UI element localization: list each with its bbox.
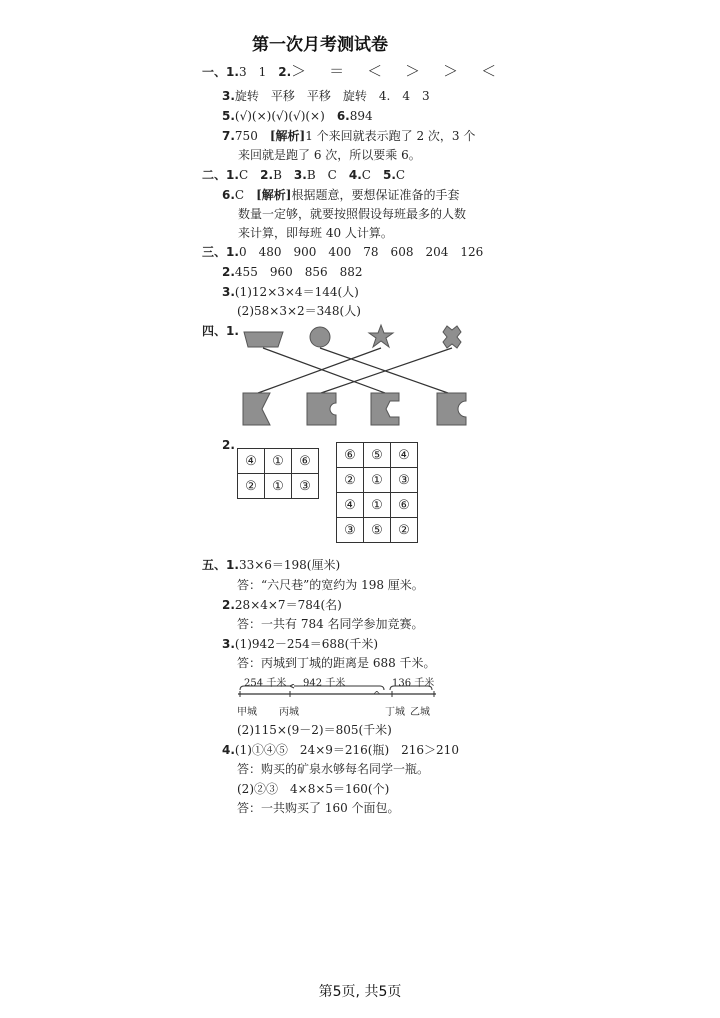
- city-label-jia: 甲城: [237, 707, 257, 718]
- sec5-q4-answer2: 答：一共购买了 160 个面包。: [237, 801, 400, 815]
- match-line: [263, 348, 385, 393]
- shape-matching-figure: [0, 0, 720, 440]
- grid-cell: ⑥: [391, 493, 418, 518]
- star-shape: [369, 325, 393, 347]
- sec2-q6-line: 6.C [解析]根据题意，要想保证准备的手套: [222, 188, 460, 202]
- cut-block-trapezoid: [243, 393, 270, 425]
- section-label: 二、: [202, 168, 227, 182]
- grid-cell: ⑤: [364, 443, 391, 468]
- dice-grid-large: [336, 442, 418, 543]
- cross-shape: [443, 326, 461, 348]
- distance-line-diagram: [230, 684, 450, 704]
- grid-cell: ⑤: [364, 518, 391, 543]
- sec1-q1-2-line: 一、1.3 1 2.＞ ＝ ＜ ＞ ＞ ＜: [202, 62, 501, 80]
- cut-block-circle: [307, 393, 336, 425]
- sec5-q4-line: 4.(1)①④⑤ 24×9＝216(瓶) 216＞210: [222, 743, 459, 757]
- grid-cell: ③: [391, 468, 418, 493]
- section-label: 三、: [202, 245, 227, 259]
- distance-label-942: 942 千米: [303, 678, 346, 689]
- grid-cell: ①: [265, 474, 292, 499]
- sec2-q6-line3: 来计算，即每班 40 人计算。: [238, 226, 393, 240]
- city-label-ding: 丁城: [385, 707, 405, 718]
- sec5-q2-answer: 答：一共有 784 名同学参加竞赛。: [237, 617, 424, 631]
- distance-label-136: 136 千米: [392, 678, 435, 689]
- match-line: [258, 348, 381, 393]
- trapezoid-shape: [244, 332, 283, 347]
- section-label: 五、: [202, 558, 227, 572]
- sec5-q4-eq2: (2)②③ 4×8×5＝160(个): [237, 782, 390, 796]
- grid-cell: ④: [337, 493, 364, 518]
- grid-cell: ①: [364, 468, 391, 493]
- grid-cell: ①: [265, 449, 292, 474]
- grid-cell: ③: [337, 518, 364, 543]
- sec5-q3-line: 3.(1)942－254＝688(千米): [222, 637, 378, 651]
- grid-cell: ②: [337, 468, 364, 493]
- sec3-q1-line: 三、1.0 480 900 400 78 608 204 126: [202, 245, 484, 259]
- sec5-q1-answer: 答：“六尺巷”的宽约为 198 厘米。: [237, 578, 424, 592]
- grid-cell: ⑥: [292, 449, 319, 474]
- grid-cell: ④: [238, 449, 265, 474]
- sec1-q5-line: 5.(√)(×)(√)(√)(×) 6.894: [222, 109, 373, 123]
- sec4-q2-label: 2.: [222, 438, 235, 452]
- grid-cell: ③: [292, 474, 319, 499]
- grid-cell: ⑥: [337, 443, 364, 468]
- section-label: 一、: [202, 65, 227, 79]
- sec4-q1-label: 四、1.: [202, 324, 239, 338]
- grid-cell: ④: [391, 443, 418, 468]
- sec1-q3-line: 3.旋转 平移 平移 旋转 4. 4 3: [222, 89, 430, 103]
- sec1-q7-line2: 来回就是跑了 6 次，所以要乘 6。: [238, 148, 421, 162]
- grid-cell: ①: [364, 493, 391, 518]
- sec3-q3-line2: (2)58×3×2＝348(人): [237, 304, 361, 318]
- sec2-choice-line: 二、1.C 2.B 3.B C 4.C 5.C: [202, 168, 406, 182]
- sec5-q3-answer: 答：丙城到丁城的距离是 688 千米。: [237, 656, 436, 670]
- sec3-q2-line: 2.455 960 856 882: [222, 265, 363, 279]
- grid-cell: ②: [238, 474, 265, 499]
- circle-shape: [310, 327, 330, 347]
- grid-cell: ②: [391, 518, 418, 543]
- sec1-q7-line: 7.750 [解析]1 个来回就表示跑了 2 次，3 个: [222, 129, 476, 143]
- sec5-q1-line: 五、1.33×6＝198(厘米): [202, 558, 341, 572]
- cut-block-cross: [437, 393, 466, 425]
- sec2-q6-line2: 数量一定够，就要按照假设每班最多的人数: [238, 207, 467, 221]
- city-label-yi: 乙城: [410, 707, 430, 718]
- section-label: 四、: [202, 324, 227, 338]
- cut-block-star: [371, 393, 399, 425]
- page-footer: 第5页, 共5页: [318, 984, 402, 1000]
- city-label-bing: 丙城: [279, 707, 299, 718]
- sec5-q4-answer1: 答：购买的矿泉水够每名同学一瓶。: [237, 762, 430, 776]
- sec5-q3-eq2: (2)115×(9－2)＝805(千米): [237, 723, 392, 737]
- sec3-q3-line: 3.(1)12×3×4＝144(人): [222, 285, 359, 299]
- dice-grid-small: [237, 448, 319, 499]
- page-title: 第一次月考测试卷: [252, 35, 388, 55]
- svg-text:^: ^: [373, 691, 381, 701]
- distance-label-254: 254 千米: [244, 678, 287, 689]
- sec5-q2-line: 2.28×4×7＝784(名): [222, 598, 342, 612]
